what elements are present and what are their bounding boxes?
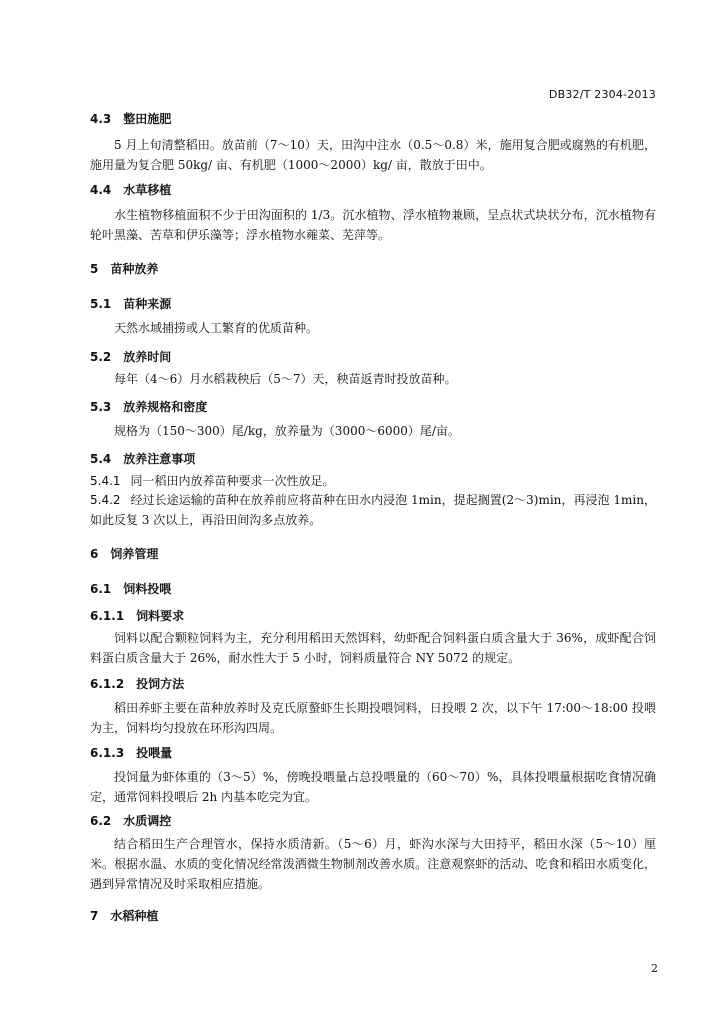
section-heading-6-1-3 xyxy=(90,744,172,761)
section-heading-7 xyxy=(90,907,158,924)
section-title: 放养注意事项 xyxy=(123,452,196,466)
section-title: 饲料要求 xyxy=(136,609,185,623)
section-number: 6.1.3 xyxy=(90,746,125,760)
section-heading-5-4 xyxy=(90,450,195,467)
section-text-6-1-2: 稻田养虾主要在苗种放养时及克氏原螯虾生长期投喂饲料，日投喂 2 次，以下午 17:00～18:00 投喂为主，饲料均匀投放在环形沟四周。 xyxy=(90,701,656,735)
section-title: 投喂量 xyxy=(136,746,173,760)
section-number: 6.1 xyxy=(90,582,112,596)
section-title: 水稻种植 xyxy=(110,909,159,923)
document-code: DB32/T 2304-2013 xyxy=(548,88,656,101)
section-text-5-1: 天然水域捕捞或人工繁育的优质苗种。 xyxy=(114,321,319,335)
section-number: 6.1.1 xyxy=(90,609,125,623)
section-heading-4-4 xyxy=(90,181,171,198)
section-number: 5.4 xyxy=(90,452,112,466)
section-title: 苗种来源 xyxy=(123,297,172,311)
section-number: 7 xyxy=(90,909,99,923)
section-heading-6-1-2 xyxy=(90,675,184,692)
clause-5-4-2 xyxy=(90,490,656,530)
section-title: 饲养管理 xyxy=(110,547,159,561)
section-number: 4.3 xyxy=(90,112,112,126)
section-text-5-3: 规格为（150～300）尾/kg，放养量为（3000～6000）尾/亩。 xyxy=(114,424,460,438)
section-heading-6 xyxy=(90,545,158,562)
page-number: 2 xyxy=(651,962,658,975)
section-heading-5 xyxy=(90,260,158,277)
clause-text: 同一稻田内放养苗种要求一次性放足。 xyxy=(130,474,335,488)
section-number: 4.4 xyxy=(90,183,112,197)
section-heading-4-3 xyxy=(90,110,171,127)
section-number: 5.3 xyxy=(90,400,112,414)
section-title: 放养时间 xyxy=(123,350,172,364)
clause-number: 5.4.1 xyxy=(90,474,121,488)
clause-text: 经过长途运输的苗种在放养前应将苗种在田水内浸泡 1min，提起搁置(2～3)min，再浸泡 1min，如此反复 3 次以上，再沿田间沟多点放养。 xyxy=(90,493,656,527)
section-heading-6-1 xyxy=(90,580,171,597)
section-title: 饲料投喂 xyxy=(123,582,172,596)
section-title: 整田施肥 xyxy=(123,112,172,126)
section-number: 6.1.2 xyxy=(90,677,125,691)
section-heading-5-1 xyxy=(90,295,171,312)
section-number: 6 xyxy=(90,547,99,561)
section-heading-6-1-1 xyxy=(90,607,184,624)
clause-5-4-1 xyxy=(90,471,656,491)
section-number: 5.1 xyxy=(90,297,112,311)
section-number: 6.2 xyxy=(90,814,112,828)
section-title: 投饲方法 xyxy=(136,677,185,691)
section-title: 苗种放养 xyxy=(110,262,159,276)
section-text-6-1-3: 投饲量为虾体重的（3～5）%，傍晚投喂量占总投喂量的（60～70）%，具体投喂量根据吃食情况确定，通常饲料投喂后 2h 内基本吃完为宜。 xyxy=(90,770,656,804)
section-text-6-1-1: 饲料以配合颗粒饲料为主，充分利用稻田天然饵料，幼虾配合饲料蛋白质含量大于 36%，成虾配合饲料蛋白质含量大于 26%，耐水性大于 5 小时，饲料质量符合 NY 5072 的规定。 xyxy=(90,631,656,665)
section-number: 5.2 xyxy=(90,350,112,364)
section-heading-5-3 xyxy=(90,398,207,415)
section-text-5-2: 每年（4～6）月水稻栽秧后（5～7）天，秧苗返青时投放苗种。 xyxy=(114,372,457,386)
section-heading-5-2 xyxy=(90,348,171,365)
section-text-4-4: 水生植物移植面积不少于田沟面积的 1/3。沉水植物、浮水植物兼顾，呈点状式块状分布，沉水植物有轮叶黑藻、苦草和伊乐藻等；浮水植物水蕹菜、芜萍等。 xyxy=(90,208,656,242)
section-title: 水质调控 xyxy=(123,814,172,828)
section-text-4-3: 5 月上旬清整稻田。放苗前（7～10）天，田沟中注水（0.5～0.8）米，施用复合肥或腐熟的有机肥，施用量为复合肥 50kg/ 亩、有机肥（1000～2000）kg/ 亩，散放于田中。 xyxy=(90,138,656,172)
section-text-6-2: 结合稻田生产合理管水，保持水质清新。（5～6）月，虾沟水深与大田持平，稻田水深（5～10）厘米。根据水温、水质的变化情况经常泼洒微生物制剂改善水质。注意观察虾的活动、吃食和稻田水质变化，遇到异常情况及时采取相应措施。 xyxy=(90,837,656,891)
section-heading-6-2 xyxy=(90,812,171,829)
section-number: 5 xyxy=(90,262,99,276)
section-title: 放养规格和密度 xyxy=(123,400,208,414)
clause-number: 5.4.2 xyxy=(90,493,121,507)
section-title: 水草移植 xyxy=(123,183,172,197)
